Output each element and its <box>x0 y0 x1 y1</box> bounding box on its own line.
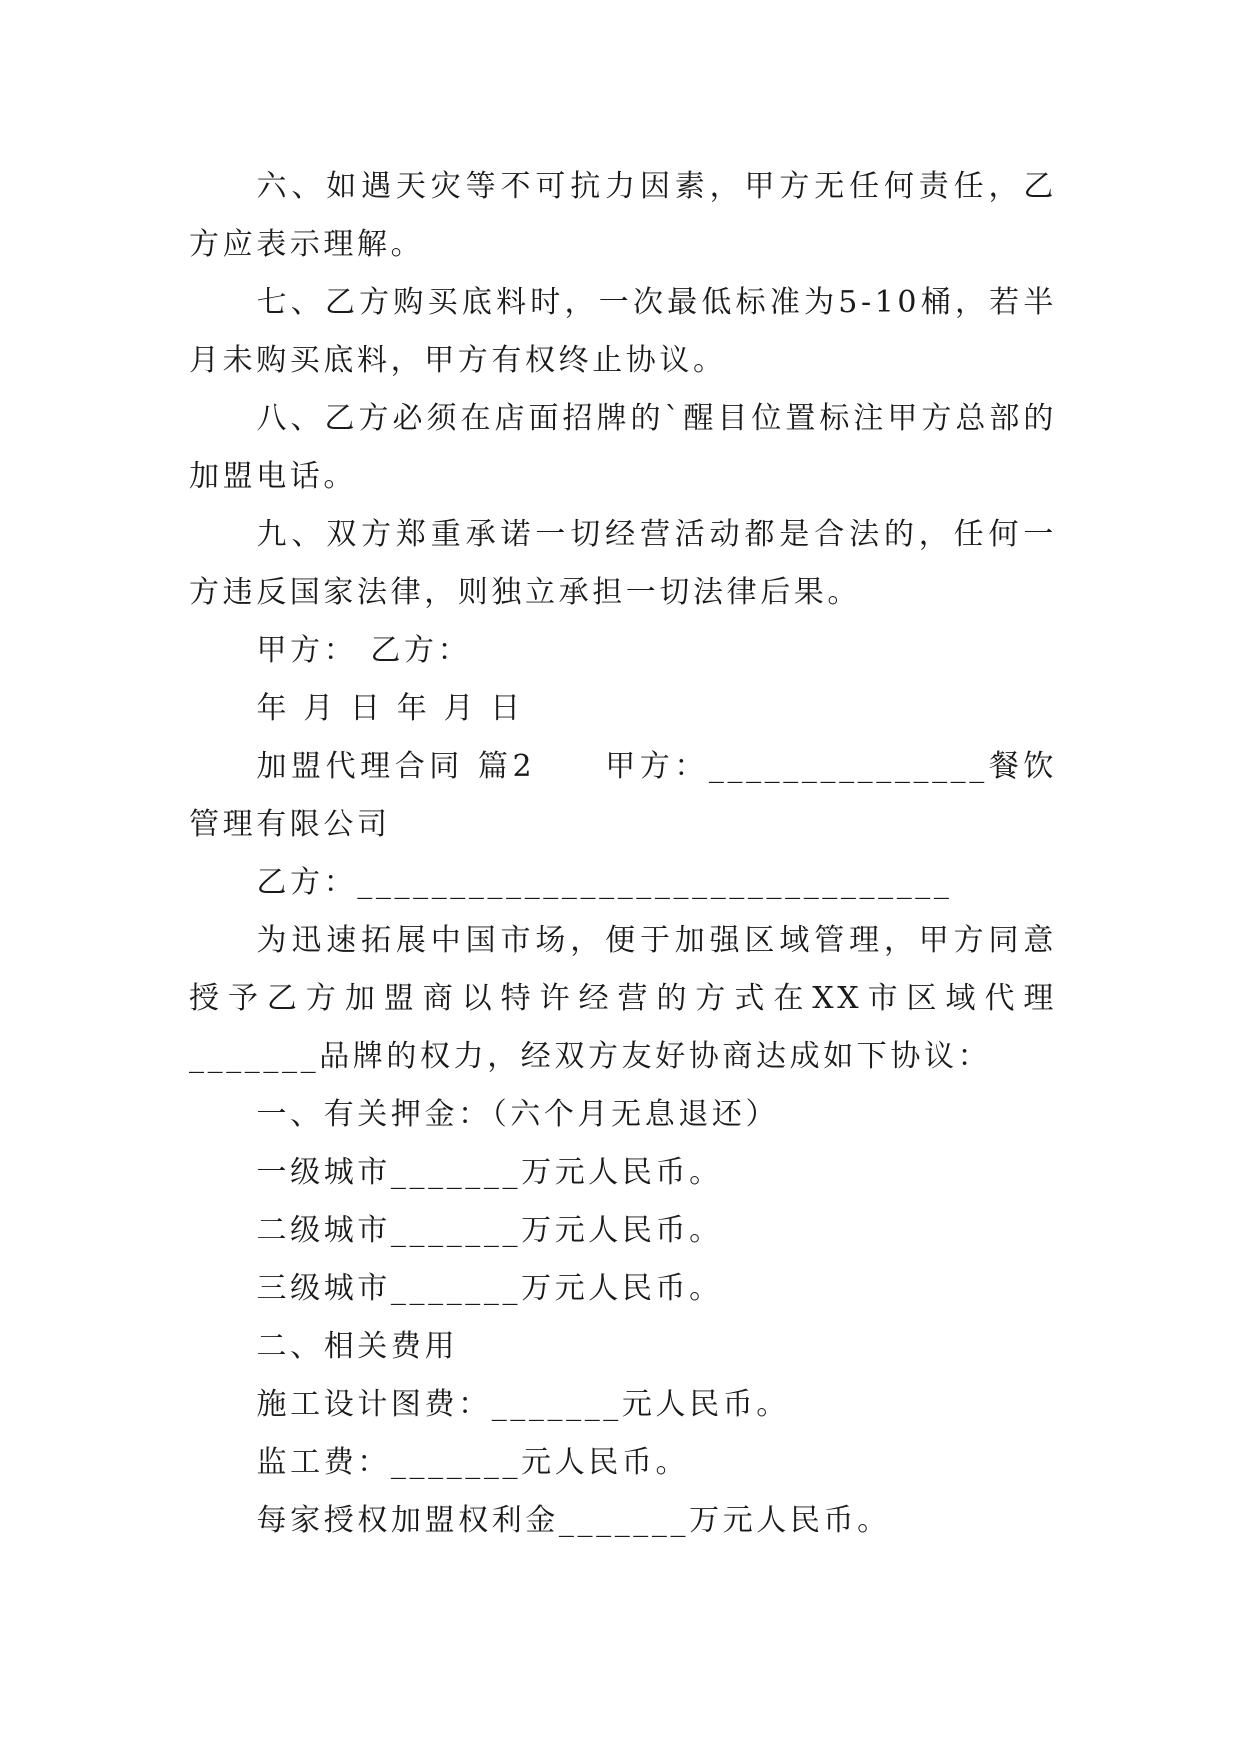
document-body <box>189 158 1057 1550</box>
signature-dates: 年 月 日 年 月 日 <box>256 691 524 726</box>
deposit-tier-2: 二级城市_______万元人民币。 <box>256 1213 723 1248</box>
clause-8: 八、乙方必须在店面招牌的`醒目位置标注甲方总部的加盟电话。 <box>189 401 1057 494</box>
clause-9: 九、双方郑重承诺一切经营活动都是合法的，任何一方违反国家法律，则独立承担一切法律后果。 <box>189 517 1057 610</box>
contract-2-preamble: 为迅速拓展中国市场，便于加强区域管理，甲方同意授予乙方加盟商以特许经营的方式在XX市区域代理_______品牌的权力，经双方友好协商达成如下协议： <box>189 923 1057 1074</box>
signature-parties: 甲方： 乙方： <box>256 633 472 668</box>
contract-2-party-b: 乙方：________________________________ <box>256 865 953 900</box>
contract-2-party-a: 加盟代理合同 篇2 甲方：_______________餐饮管理有限公司 <box>189 749 1057 842</box>
deposit-tier-3: 三级城市_______万元人民币。 <box>256 1271 723 1306</box>
fee-design-drawing: 施工设计图费：_______元人民币。 <box>256 1387 790 1422</box>
fee-franchise-royalty: 每家授权加盟权利金_______万元人民币。 <box>256 1503 891 1538</box>
fee-supervision: 监工费：_______元人民币。 <box>256 1445 690 1480</box>
clause-7: 七、乙方购买底料时，一次最低标准为5-10桶，若半月未购买底料，甲方有权终止协议。 <box>189 285 1057 378</box>
fees-heading: 二、相关费用 <box>256 1329 459 1364</box>
clause-6: 六、如遇天灾等不可抗力因素，甲方无任何责任，乙方应表示理解。 <box>189 169 1057 262</box>
deposit-heading: 一、有关押金：（六个月无息退还） <box>256 1097 780 1132</box>
deposit-tier-1: 一级城市_______万元人民币。 <box>256 1155 723 1190</box>
